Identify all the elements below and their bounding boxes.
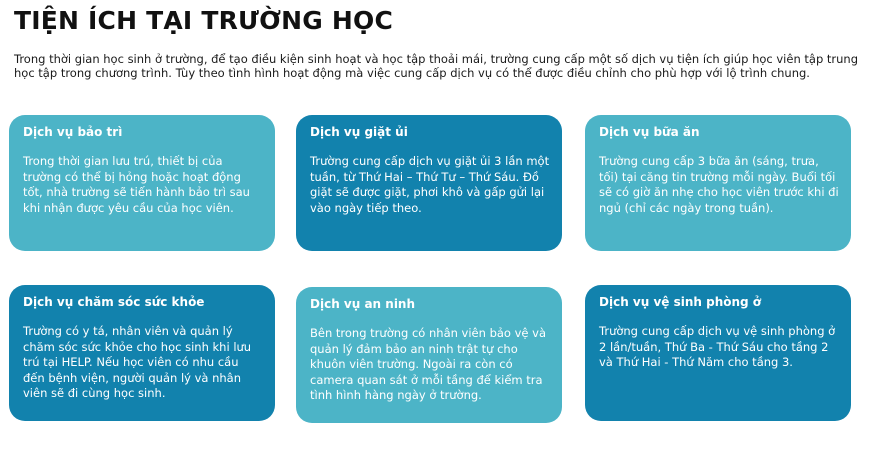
card-security — [296, 287, 562, 423]
card-title: Dịch vụ bữa ăn — [599, 125, 700, 139]
card-body: Trường cung cấp dịch vụ giặt ủi 3 lần một tuần, từ Thứ Hai – Thứ Tư – Thứ Sáu. Đồ giặt sẽ được giặt, phơi khô và gấp gửi lại vào ngày tiếp theo. — [310, 154, 550, 215]
card-title: Dịch vụ an ninh — [310, 297, 416, 311]
card-body: Trường có y tá, nhân viên và quản lý chăm sóc sức khỏe cho học sinh khi lưu trú tại HELP. Nếu học viên có nhu cầu đến bệnh viện, người quản lý và nhân viên sẽ đi cùng học sinh. — [23, 324, 252, 400]
card-title: Dịch vụ chăm sóc sức khỏe — [23, 295, 205, 309]
card-body: Bên trong trường có nhân viên bảo vệ và quản lý đảm bảo an ninh trật tự cho khuôn viên trường. Ngoài ra còn có camera quan sát ở mỗi tầng để kiểm tra tình hình hàng ngày ở trường. — [310, 326, 547, 402]
intro-paragraph: Trong thời gian học sinh ở trường, để tạo điều kiện sinh hoạt và học tập thoải mái, trường cung cấp một số dịch vụ tiện ích giúp học viên tập trung học tập trong chương trình. Tùy theo tình hình hoạt động mà việc cung cấp dịch vụ có thể được điều chỉnh cho phù hợp với lộ trình chung. — [14, 52, 859, 80]
card-body: Trường cung cấp 3 bữa ăn (sáng, trưa, tối) tại căng tin trường mỗi ngày. Buổi tối sẽ có giờ ăn nhẹ cho học viên trước khi đi ngủ (chỉ các ngày trong tuần). — [599, 154, 839, 215]
card-laundry — [296, 115, 562, 251]
card-meals — [585, 115, 851, 251]
page-title: TIỆN ÍCH TẠI TRƯỜNG HỌC — [14, 6, 394, 35]
card-title: Dịch vụ giặt ủi — [310, 125, 408, 139]
card-room-cleaning — [585, 285, 851, 421]
card-title: Dịch vụ bảo trì — [23, 125, 123, 139]
card-title: Dịch vụ vệ sinh phòng ở — [599, 295, 762, 309]
card-body: Trường cung cấp dịch vụ vệ sinh phòng ở 2 lần/tuần, Thứ Ba - Thứ Sáu cho tầng 2 và Thứ Hai - Thứ Năm cho tầng 3. — [599, 324, 836, 369]
card-body: Trong thời gian lưu trú, thiết bị của trường có thể bị hỏng hoặc hoạt động tốt, nhà trường sẽ tiến hành bảo trì sau khi nhận được yêu cầu của học viên. — [23, 154, 250, 215]
card-healthcare — [9, 285, 275, 421]
card-maintenance — [9, 115, 275, 251]
